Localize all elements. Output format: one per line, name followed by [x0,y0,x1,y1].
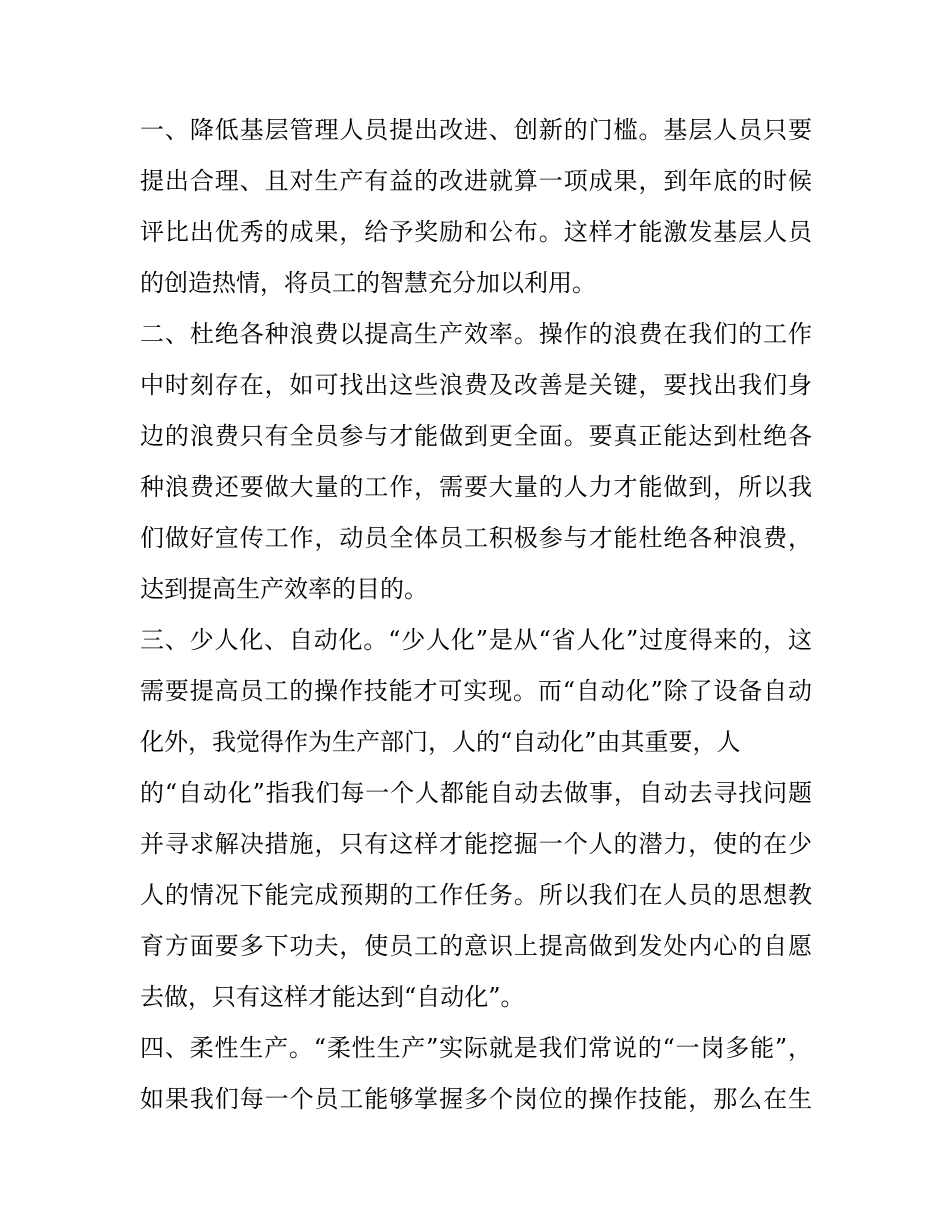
paragraph-3 [140,615,812,1023]
text-line: 二、杜绝各种浪费以提高生产效率。操作的浪费在我们的工作 [140,320,812,348]
text-line: 三、少人化、自动化。“少人化”是从“省人化”过度得来的，这 [140,626,812,654]
text-line: 人的情况下能完成预期的工作任务。所以我们在人员的思想教 [140,881,812,909]
document-body [140,105,812,1125]
text-line: 们做好宣传工作，动员全体员工积极参与才能杜绝各种浪费， [140,524,812,552]
text-line: 达到提高生产效率的目的。 [140,575,428,603]
text-line: 育方面要多下功夫，使员工的意识上提高做到发处内心的自愿 [140,932,812,960]
text-line: 去做，只有这样才能达到“自动化”。 [140,983,525,1011]
text-line: 如果我们每一个员工能够掌握多个岗位的操作技能，那么在生 [140,1085,812,1113]
text-line: 的创造热情，将员工的智慧充分加以利用。 [140,269,596,297]
paragraph-4 [140,1023,812,1125]
paragraph-1 [140,105,812,309]
text-line: 评比出优秀的成果，给予奖励和公布。这样才能激发基层人员 [140,218,812,246]
text-line: 需要提高员工的操作技能才可实现。而“自动化”除了设备自动 [140,677,812,705]
text-line: 并寻求解决措施，只有这样才能挖掘一个人的潜力，使的在少 [140,830,812,858]
text-line: 化外，我觉得作为生产部门，人的“自动化”由其重要，人 [140,728,741,756]
text-line: 边的浪费只有全员参与才能做到更全面。要真正能达到杜绝各 [140,422,812,450]
text-line: 中时刻存在，如可找出这些浪费及改善是关键，要找出我们身 [140,371,812,399]
text-line: 种浪费还要做大量的工作，需要大量的人力才能做到，所以我 [140,473,812,501]
text-line: 的“自动化”指我们每一个人都能自动去做事，自动去寻找问题 [140,779,812,807]
text-line: 四、柔性生产。“柔性生产”实际就是我们常说的“一岗多能”， [140,1034,812,1062]
text-line: 一、降低基层管理人员提出改进、创新的门槛。基层人员只要 [140,116,812,144]
paragraph-2 [140,309,812,615]
text-line: 提出合理、且对生产有益的改进就算一项成果，到年底的时候 [140,167,812,195]
